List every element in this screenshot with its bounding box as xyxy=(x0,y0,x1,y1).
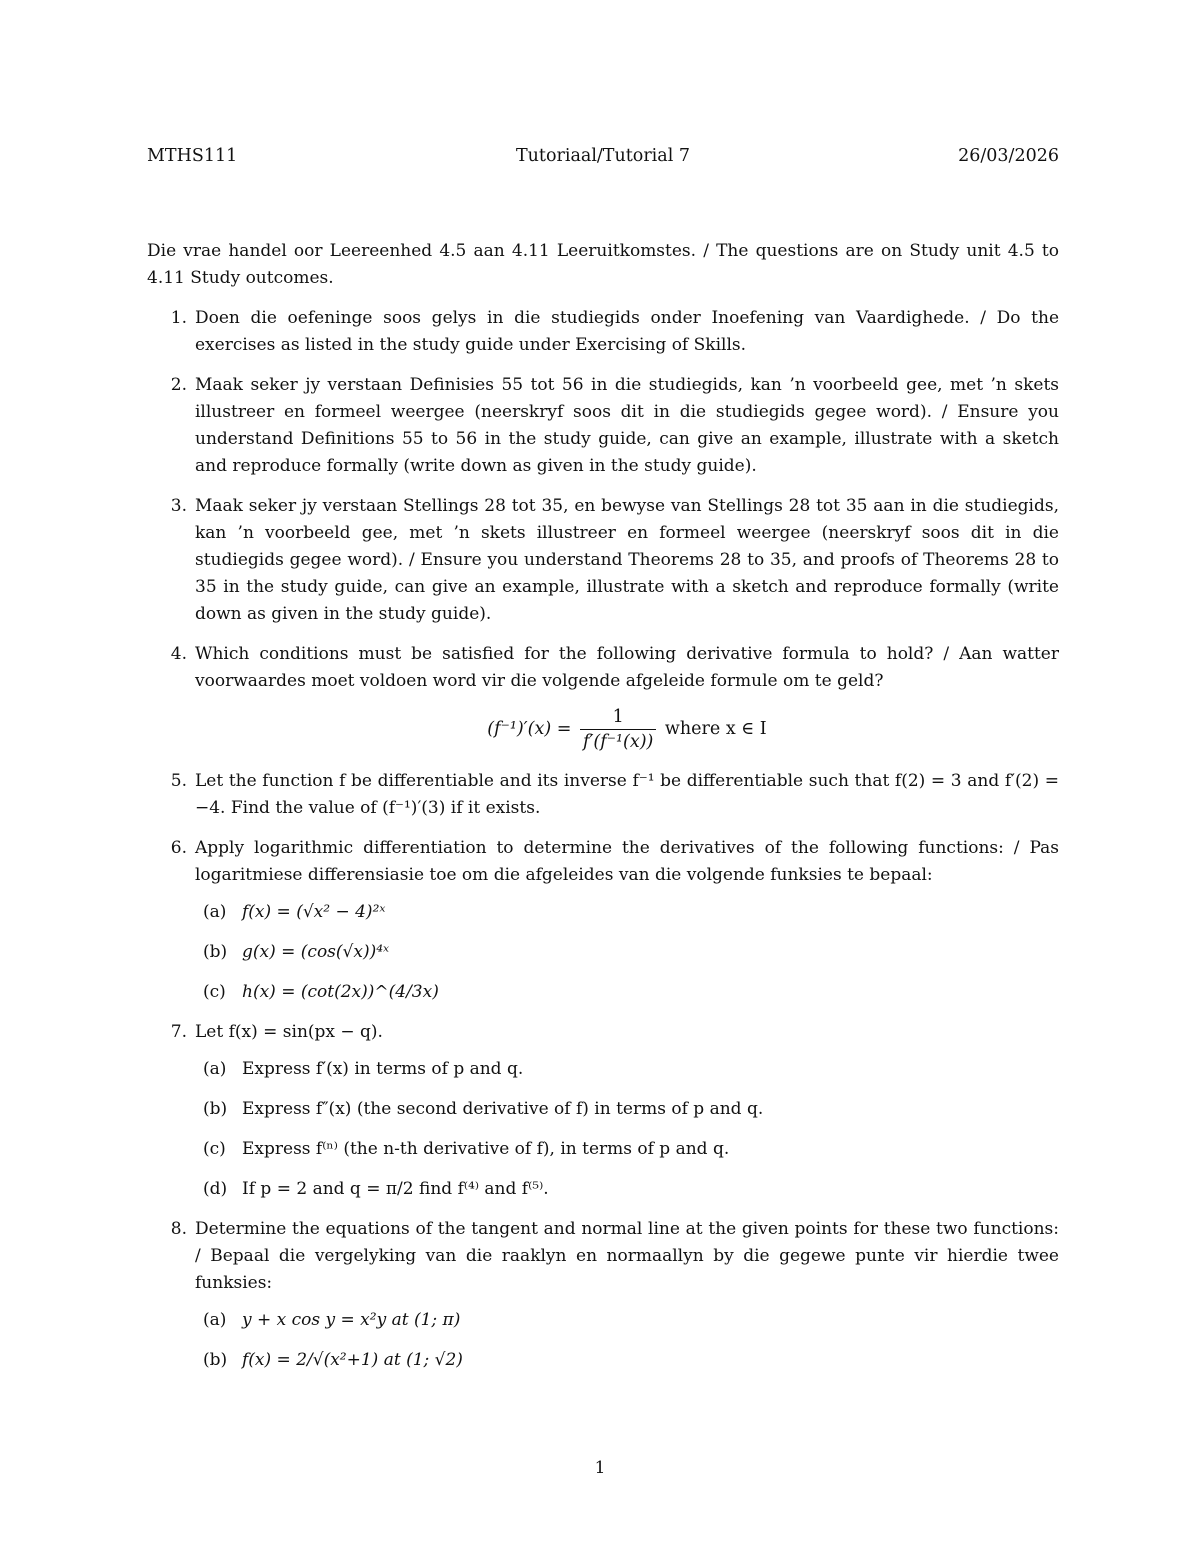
question-3 xyxy=(147,493,1059,628)
question-8 xyxy=(147,1216,1059,1374)
subquestion-d xyxy=(195,1176,1059,1203)
subquestion-b xyxy=(195,939,1059,966)
question-text-part-2: and f′(2) = −4. Find the value of (f⁻¹)′(3) if it exists. xyxy=(195,771,1059,818)
question-5 xyxy=(147,768,1059,822)
subquestion-label: (a) xyxy=(203,1310,227,1330)
subquestion-label: (b) xyxy=(203,1350,228,1370)
subquestion-label: (b) xyxy=(203,942,228,962)
subquestion-list xyxy=(195,1056,1059,1203)
subquestion-c xyxy=(195,979,1059,1006)
question-number: 7. xyxy=(170,1022,187,1042)
question-list xyxy=(147,305,1059,1374)
question-text: Determine the equations of the tangent and normal line at the given points for these two functions: / Bepaal die vergelyking van die raaklyn en normaallyn by die gegewe punte vir hierdie twee funksies: xyxy=(195,1219,1059,1293)
inverse-derivative-formula xyxy=(195,705,1059,754)
question-4 xyxy=(147,641,1059,754)
subquestion-text: Express f″(x) (the second derivative of f) in terms of p and q. xyxy=(242,1099,764,1119)
question-number: 4. xyxy=(170,644,187,664)
formula-denominator: f′(f⁻¹(x)) xyxy=(582,732,654,752)
question-1 xyxy=(147,305,1059,359)
question-7 xyxy=(147,1019,1059,1203)
question-number: 1. xyxy=(170,308,187,328)
subquestion-label: (c) xyxy=(203,1139,226,1159)
formula-numerator: 1 xyxy=(580,705,656,730)
subquestion-b xyxy=(195,1096,1059,1123)
question-number: 5. xyxy=(170,771,187,791)
question-2 xyxy=(147,372,1059,480)
subquestion-a xyxy=(195,1056,1059,1083)
question-text: Doen die oefeninge soos gelys in die studiegids onder Inoefening van Vaardighede. / Do the exercises as listed in the study guide under Exercising of Skills. xyxy=(195,308,1059,355)
subquestion-expression: f(x) = (√x² − 4)²ˣ xyxy=(242,902,386,922)
course-code: MTHS111 xyxy=(147,146,238,166)
question-number: 2. xyxy=(170,375,187,395)
subquestion-expression: h(x) = (cot(2x))^(4/3x) xyxy=(242,982,439,1002)
subquestion-a xyxy=(195,899,1059,926)
question-text: Apply logarithmic differentiation to determine the derivatives of the following functions: / Pas logaritmiese differensiasie toe om die afgeleides van die volgende funksies te bepaal: xyxy=(195,838,1059,885)
formula-lhs: (f⁻¹)′(x) = xyxy=(487,719,572,739)
subquestion-text: Express f′(x) in terms of p and q. xyxy=(242,1059,524,1079)
question-6 xyxy=(147,835,1059,1006)
question-text: Which conditions must be satisfied for the following derivative formula to hold? / Aan watter voorwaardes moet voldoen word vir die volgende afgeleide formule om te geld? xyxy=(195,644,1059,691)
document-date: 26/03/2026 xyxy=(958,146,1059,166)
subquestion-text: Express f⁽ⁿ⁾ (the n-th derivative of f), in terms of p and q. xyxy=(242,1139,730,1159)
subquestion-list xyxy=(195,1307,1059,1374)
question-number: 3. xyxy=(170,496,187,516)
subquestion-label: (a) xyxy=(203,902,227,922)
page-header xyxy=(147,143,1059,171)
question-text: Maak seker jy verstaan Stellings 28 tot 35, en bewyse van Stellings 28 tot 35 aan in die studiegids, kan ’n voorbeeld gee, met ’n skets illustreer en formeel weergee (neerskryf soos dit in die studiegids gegee word). / Ensure you understand Theorems 28 to 35, and proofs of Theorems 28 to 35 in the study guide, can give an example, illustrate with a sketch and reproduce formally (write down as given in the study guide). xyxy=(195,496,1059,624)
question-text-part-1: Let the function f be differentiable and its inverse f⁻¹ be differentiable such that f(2) = 3 xyxy=(195,771,962,791)
formula-fraction xyxy=(580,705,656,754)
subquestion-a xyxy=(195,1307,1059,1334)
intro-paragraph: Die vrae handel oor Leereenhed 4.5 aan 4.11 Leeruitkomstes. / The questions are on Study unit 4.5 to 4.11 Study outcomes. xyxy=(147,241,1059,288)
subquestion-c xyxy=(195,1136,1059,1163)
question-text: Maak seker jy verstaan Definisies 55 tot 56 in die studiegids, kan ’n voorbeeld gee, met ’n skets illustreer en formeel weergee (neerskryf soos dit in die studiegids gegee word). / Ensure you understand Definitions 55 to 56 in the study guide, can give an example, illustrate with a sketch and reproduce formally (write down as given in the study guide). xyxy=(195,375,1059,476)
subquestion-expression: y + x cos y = x²y at (1; π) xyxy=(242,1310,461,1330)
question-text: Let f(x) = sin(px − q). xyxy=(195,1022,383,1042)
subquestion-text: If p = 2 and q = π/2 find f⁽⁴⁾ and f⁽⁵⁾. xyxy=(242,1179,549,1199)
subquestion-label: (d) xyxy=(203,1179,228,1199)
subquestion-expression: f(x) = 2/√(x²+1) at (1; √2) xyxy=(242,1350,463,1370)
subquestion-list xyxy=(195,899,1059,1006)
question-number: 8. xyxy=(170,1219,187,1239)
formula-rhs: where x ∈ I xyxy=(664,719,767,739)
document-body xyxy=(147,238,1059,1387)
subquestion-label: (b) xyxy=(203,1099,228,1119)
page-number: 1 xyxy=(594,1458,606,1478)
question-number: 6. xyxy=(170,838,187,858)
document-title: Tutoriaal/Tutorial 7 xyxy=(515,146,691,166)
subquestion-label: (c) xyxy=(203,982,226,1002)
subquestion-expression: g(x) = (cos(√x))⁴ˣ xyxy=(242,942,390,962)
subquestion-b xyxy=(195,1347,1059,1374)
subquestion-label: (a) xyxy=(203,1059,227,1079)
